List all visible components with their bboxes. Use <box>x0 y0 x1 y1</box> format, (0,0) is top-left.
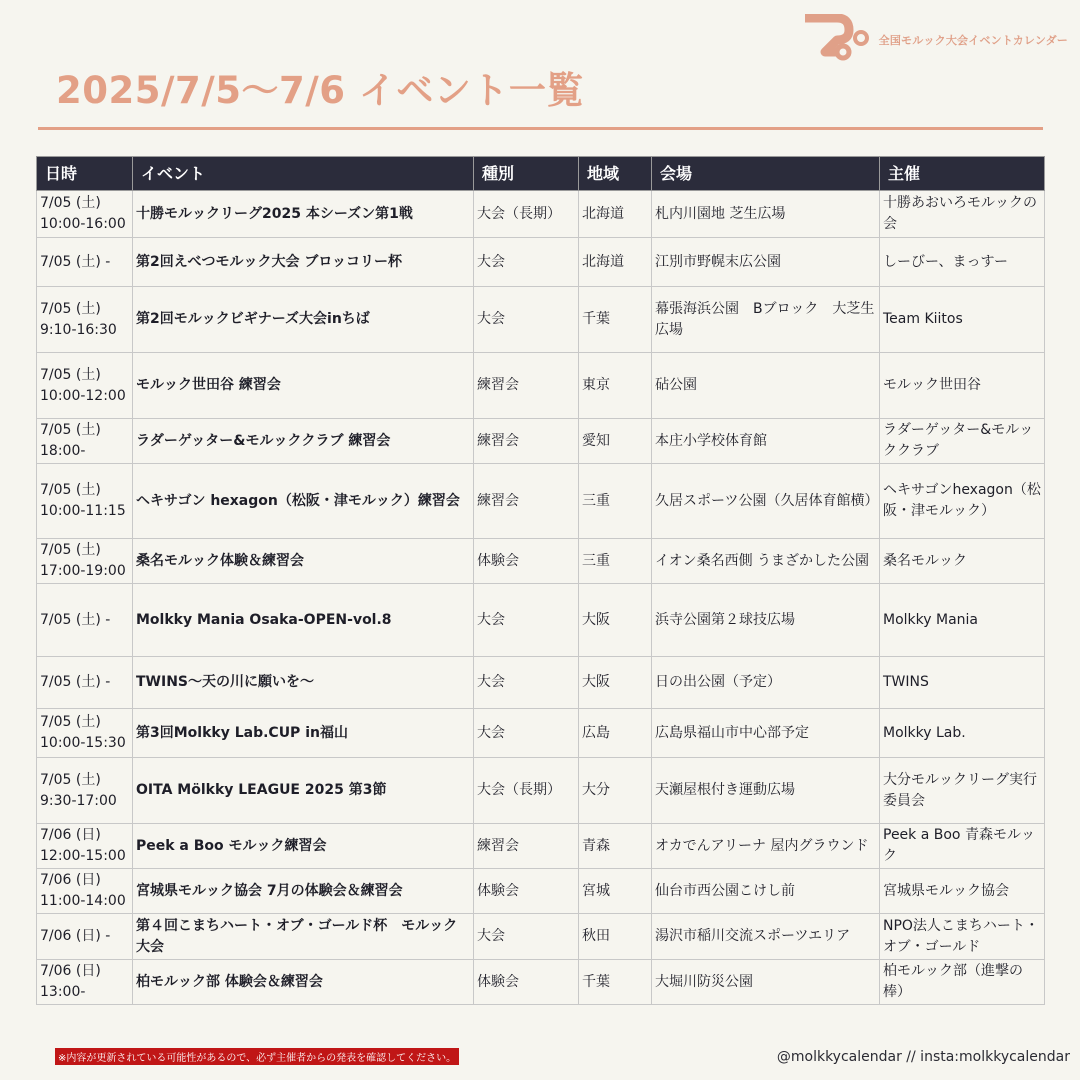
cell-venue: 砧公園 <box>652 353 880 419</box>
cell-datetime: 7/05 (土) - <box>37 238 133 287</box>
molkky-calendar-logo-icon <box>803 14 873 66</box>
cell-organizer: しーびー、まっすー <box>880 238 1045 287</box>
cell-event: 第2回モルックビギナーズ大会inちば <box>133 287 474 353</box>
cell-region: 青森 <box>579 824 652 869</box>
cell-datetime: 7/06 (日) - <box>37 914 133 960</box>
cell-event: OITA Mölkky LEAGUE 2025 第3節 <box>133 758 474 824</box>
cell-region: 千葉 <box>579 960 652 1005</box>
cell-datetime: 7/05 (土) 18:00- <box>37 419 133 464</box>
cell-datetime: 7/05 (土) 10:00-11:15 <box>37 464 133 539</box>
cell-venue: 天瀬屋根付き運動広場 <box>652 758 880 824</box>
cell-event: 宮城県モルック協会 7月の体験会＆練習会 <box>133 869 474 914</box>
cell-event: 十勝モルックリーグ2025 本シーズン第1戦 <box>133 191 474 238</box>
table-row <box>37 539 1045 584</box>
cell-type: 練習会 <box>474 419 579 464</box>
cell-type: 練習会 <box>474 824 579 869</box>
brand <box>803 14 1068 66</box>
cell-venue: 札内川園地 芝生広場 <box>652 191 880 238</box>
col-header-region: 地域 <box>579 157 652 191</box>
table-row <box>37 353 1045 419</box>
cell-datetime: 7/05 (土) - <box>37 584 133 657</box>
cell-region: 広島 <box>579 709 652 758</box>
cell-organizer: Molkky Lab. <box>880 709 1045 758</box>
cell-region: 千葉 <box>579 287 652 353</box>
table-row <box>37 709 1045 758</box>
cell-venue: 仙台市西公園こけし前 <box>652 869 880 914</box>
col-header-organizer: 主催 <box>880 157 1045 191</box>
cell-datetime: 7/06 (日) 12:00-15:00 <box>37 824 133 869</box>
cell-event: 柏モルック部 体験会＆練習会 <box>133 960 474 1005</box>
cell-event: Molkky Mania Osaka-OPEN-vol.8 <box>133 584 474 657</box>
cell-event: Peek a Boo モルック練習会 <box>133 824 474 869</box>
cell-datetime: 7/06 (日) 11:00-14:00 <box>37 869 133 914</box>
table-row <box>37 824 1045 869</box>
cell-event: 第3回Molkky Lab.CUP in福山 <box>133 709 474 758</box>
cell-event: モルック世田谷 練習会 <box>133 353 474 419</box>
cell-event: 桑名モルック体験＆練習会 <box>133 539 474 584</box>
cell-datetime: 7/05 (土) 9:10-16:30 <box>37 287 133 353</box>
cell-organizer: Team Kiitos <box>880 287 1045 353</box>
cell-organizer: 桑名モルック <box>880 539 1045 584</box>
cell-venue: 浜寺公園第２球技広場 <box>652 584 880 657</box>
cell-event: TWINS～天の川に願いを～ <box>133 657 474 709</box>
cell-event: 第４回こまちハート・オブ・ゴールド杯 モルック大会 <box>133 914 474 960</box>
table-row <box>37 419 1045 464</box>
cell-datetime: 7/05 (土) 10:00-16:00 <box>37 191 133 238</box>
cell-venue: 広島県福山市中心部予定 <box>652 709 880 758</box>
cell-type: 大会 <box>474 709 579 758</box>
cell-venue: 幕張海浜公園 Bブロック 大芝生広場 <box>652 287 880 353</box>
brand-name: 全国モルック大会イベントカレンダー <box>878 34 1068 47</box>
cell-type: 大会 <box>474 238 579 287</box>
cell-region: 愛知 <box>579 419 652 464</box>
table-row <box>37 758 1045 824</box>
cell-event: 第2回えべつモルック大会 ブロッコリー杯 <box>133 238 474 287</box>
cell-type: 体験会 <box>474 960 579 1005</box>
cell-datetime: 7/05 (土) 10:00-12:00 <box>37 353 133 419</box>
col-header-type: 種別 <box>474 157 579 191</box>
table-header-row <box>37 157 1045 191</box>
table-row <box>37 657 1045 709</box>
cell-datetime: 7/06 (日) 13:00- <box>37 960 133 1005</box>
cell-organizer: 柏モルック部（進撃の棒） <box>880 960 1045 1005</box>
cell-region: 大分 <box>579 758 652 824</box>
event-table <box>36 156 1045 1005</box>
disclaimer-note: ※内容が更新されている可能性があるので、必ず主催者からの発表を確認してください。 <box>55 1048 459 1065</box>
col-header-event: イベント <box>133 157 474 191</box>
table-row <box>37 238 1045 287</box>
table-row <box>37 584 1045 657</box>
cell-organizer: 十勝あおいろモルックの会 <box>880 191 1045 238</box>
cell-type: 大会 <box>474 914 579 960</box>
cell-venue: 日の出公園（予定） <box>652 657 880 709</box>
cell-region: 北海道 <box>579 238 652 287</box>
cell-venue: 大堀川防災公園 <box>652 960 880 1005</box>
cell-venue: 本庄小学校体育館 <box>652 419 880 464</box>
cell-region: 三重 <box>579 464 652 539</box>
col-header-datetime: 日時 <box>37 157 133 191</box>
cell-type: 大会 <box>474 584 579 657</box>
cell-organizer: ラダーゲッター&モルッククラブ <box>880 419 1045 464</box>
cell-type: 大会（長期） <box>474 758 579 824</box>
cell-region: 北海道 <box>579 191 652 238</box>
cell-type: 大会 <box>474 287 579 353</box>
cell-region: 大阪 <box>579 584 652 657</box>
cell-region: 秋田 <box>579 914 652 960</box>
cell-type: 練習会 <box>474 464 579 539</box>
cell-region: 大阪 <box>579 657 652 709</box>
table-row <box>37 287 1045 353</box>
cell-datetime: 7/05 (土) - <box>37 657 133 709</box>
table-row <box>37 960 1045 1005</box>
cell-event: ラダーゲッター&モルッククラブ 練習会 <box>133 419 474 464</box>
title-divider <box>38 127 1043 130</box>
page-title: 2025/7/5～7/6 イベント一覧 <box>56 69 584 112</box>
cell-organizer: Peek a Boo 青森モルック <box>880 824 1045 869</box>
cell-venue: イオン桑名西側 うまざかした公園 <box>652 539 880 584</box>
cell-type: 大会（長期） <box>474 191 579 238</box>
col-header-venue: 会場 <box>652 157 880 191</box>
cell-region: 三重 <box>579 539 652 584</box>
social-credit: @molkkycalendar // insta:molkkycalendar <box>776 1049 1070 1065</box>
table-row <box>37 464 1045 539</box>
cell-datetime: 7/05 (土) 9:30-17:00 <box>37 758 133 824</box>
cell-datetime: 7/05 (土) 10:00-15:30 <box>37 709 133 758</box>
table-row <box>37 869 1045 914</box>
cell-region: 東京 <box>579 353 652 419</box>
cell-type: 練習会 <box>474 353 579 419</box>
cell-event: ヘキサゴン hexagon（松阪・津モルック）練習会 <box>133 464 474 539</box>
table-row <box>37 191 1045 238</box>
cell-type: 体験会 <box>474 539 579 584</box>
table-row <box>37 914 1045 960</box>
cell-venue: オカでんアリーナ 屋内グラウンド <box>652 824 880 869</box>
cell-venue: 湯沢市稲川交流スポーツエリア <box>652 914 880 960</box>
cell-venue: 江別市野幌末広公園 <box>652 238 880 287</box>
cell-organizer: NPO法人こまちハート・オブ・ゴールド <box>880 914 1045 960</box>
cell-region: 宮城 <box>579 869 652 914</box>
cell-organizer: ヘキサゴンhexagon（松阪・津モルック） <box>880 464 1045 539</box>
cell-organizer: Molkky Mania <box>880 584 1045 657</box>
cell-organizer: 宮城県モルック協会 <box>880 869 1045 914</box>
cell-organizer: モルック世田谷 <box>880 353 1045 419</box>
cell-venue: 久居スポーツ公園（久居体育館横） <box>652 464 880 539</box>
cell-datetime: 7/05 (土) 17:00-19:00 <box>37 539 133 584</box>
cell-type: 体験会 <box>474 869 579 914</box>
cell-organizer: TWINS <box>880 657 1045 709</box>
cell-organizer: 大分モルックリーグ実行委員会 <box>880 758 1045 824</box>
cell-type: 大会 <box>474 657 579 709</box>
